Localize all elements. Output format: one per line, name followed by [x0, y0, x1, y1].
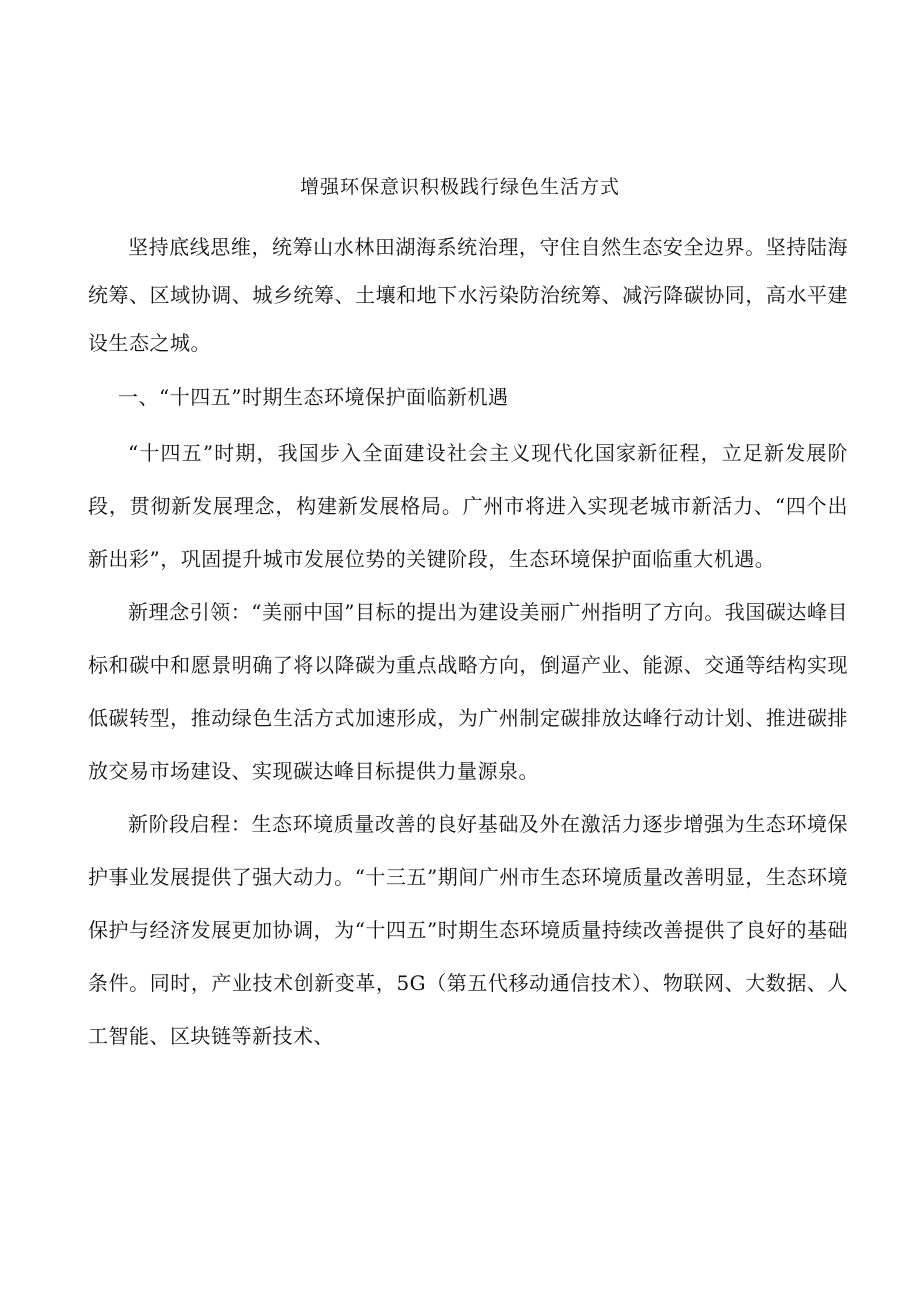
paragraph-new-concept: 新理念引领：“美丽中国”目标的提出为建设美丽广州指明了方向。我国碳达峰目标和碳中和愿景明确了将以降碳为重点战略方向，倒逼产业、能源、交通等结构实现低碳转型，推动绿色生活方式加速形成，为广州制定碳排放达峰行动计划、推进碳排放交易市场建设、实现碳达峰目标提供力量源泉。	[88, 600, 848, 783]
paragraph-opportunity: “十四五”时期，我国步入全面建设社会主义现代化国家新征程，立足新发展阶段，贯彻新发展理念，构建新发展格局。广州市将进入实现老城市新活力、“四个出新出彩”，巩固提升城市发展位势的关键阶段，生态环境保护面临重大机遇。	[88, 441, 848, 571]
paragraph-new-stage: 新阶段启程：生态环境质量改善的良好基础及外在激活力逐步增强为生态环境保护事业发展提供了强大动力。“十三五”期间广州市生态环境质量改善明显，生态环境保护与经济发展更加协调，为“十四五”时期生态环境质量持续改善提供了良好的基础条件。同时，产业技术创新变革，5G（第五代移动通信技术）、物联网、大数据、人工智能、区块链等新技术、	[88, 812, 848, 1048]
paragraph-intro: 坚持底线思维，统筹山水林田湖海系统治理，守住自然生态安全边界。坚持陆海统筹、区域协调、城乡统筹、土壤和地下水污染防治统筹、减污降碳协同，高水平建设生态之城。	[88, 235, 848, 355]
document-body	[88, 223, 848, 1063]
document-title: 增强环保意识积极践行绿色生活方式	[299, 176, 620, 198]
section-heading: 一、“十四五”时期生态环境保护面临新机遇	[118, 385, 509, 409]
